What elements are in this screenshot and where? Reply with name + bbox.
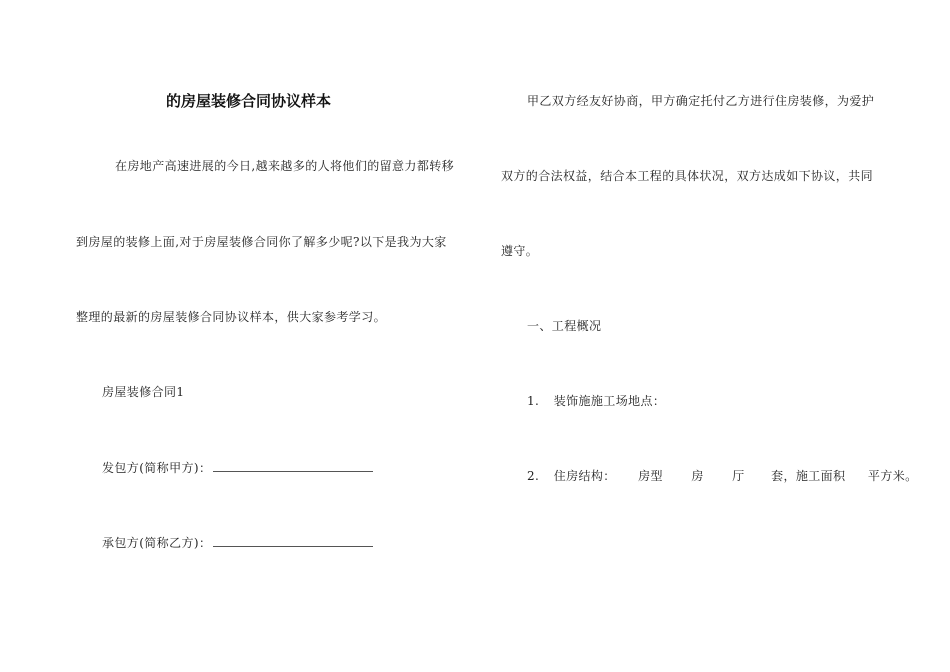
item-2-label: 住房结构： — [553, 469, 616, 483]
party-a-line — [102, 459, 373, 476]
document-title: 的房屋装修合同协议样本 — [166, 92, 332, 110]
item-2-unit-type: 房型 — [638, 469, 663, 483]
party-b-blank — [213, 534, 373, 547]
item-2-unit-room: 房 — [691, 469, 704, 483]
agreement-line-2: 双方的合法权益，结合本工程的具体状况，双方达成如下协议，共同 — [501, 169, 874, 183]
item-2-unit-hall: 厅 — [732, 469, 745, 483]
item-1-text: 装饰施施工场地点： — [553, 394, 666, 408]
item-2-unit-set: 套，施工面积 — [771, 469, 846, 483]
item-1-line — [527, 393, 665, 409]
party-a-label: 发包方(简称甲方)： — [102, 461, 212, 475]
item-1-number: 1. — [527, 394, 540, 408]
contract-heading: 房屋装修合同1 — [102, 385, 185, 399]
agreement-line-3: 遵守。 — [501, 244, 539, 258]
agreement-line-1: 甲乙双方经友好协商，甲方确定托付乙方进行住房装修，为爱护 — [527, 94, 875, 108]
section-one-heading: 一、工程概况 — [527, 319, 602, 333]
intro-line-2: 到房屋的装修上面,对于房屋装修合同你了解多少呢?以下是我为大家 — [76, 235, 447, 249]
item-2-number: 2. — [527, 469, 540, 483]
item-2-line — [527, 468, 918, 484]
item-2-unit-area: 平方米。 — [867, 469, 918, 483]
party-b-line — [102, 534, 373, 551]
intro-line-3: 整理的最新的房屋装修合同协议样本，供大家参考学习。 — [76, 310, 387, 324]
party-a-blank — [213, 459, 373, 472]
intro-line-1: 在房地产高速进展的今日,越来越多的人将他们的留意力都转移 — [115, 159, 455, 173]
party-b-label: 承包方(简称乙方)： — [102, 536, 212, 550]
